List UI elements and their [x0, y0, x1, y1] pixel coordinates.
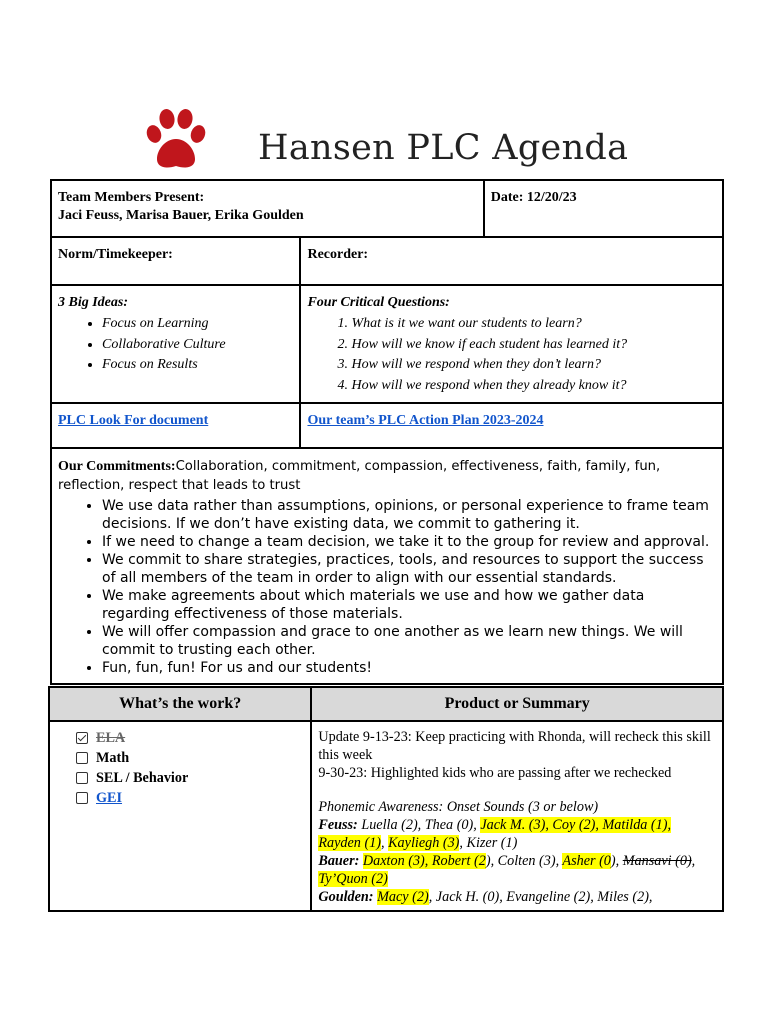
critical-questions-list — [307, 314, 716, 396]
list-item: 1. What is it we want our students to learn? — [351, 314, 716, 335]
commitments-intro — [58, 457, 716, 495]
list-item: • We use data rather than assumptions, opinions, or personal experience to frame team decisions. If we don’t have existing data, we commit to gathering it. — [102, 497, 716, 533]
result-text: , Kizer (1) — [459, 835, 518, 851]
teacher-label: Goulden: — [318, 889, 374, 905]
norm-timekeeper-cell — [51, 237, 300, 285]
list-item: • Focus on Learning — [102, 314, 293, 335]
feuss-results — [318, 816, 716, 852]
team-members-label: Team Members Present: — [58, 190, 205, 205]
page-title: Hansen PLC Agenda — [258, 128, 629, 168]
plc-look-for-link[interactable]: PLC Look For document — [58, 413, 209, 428]
result-text: ), — [610, 853, 623, 869]
checkbox-icon[interactable] — [76, 752, 88, 764]
checklist-label: ELA — [96, 730, 126, 746]
big-ideas-cell — [51, 285, 300, 403]
critical-questions-label: Four Critical Questions: — [307, 295, 450, 310]
big-ideas-label: 3 Big Ideas: — [58, 295, 128, 310]
checklist-item-gei[interactable] — [76, 788, 304, 808]
big-ideas-list — [58, 314, 293, 376]
result-text: , Jack H. (0), Evangeline (2), Miles (2), — [428, 889, 653, 905]
summary-update-2: 9-30-23: Highlighted kids who are passing after we rechecked — [318, 765, 672, 781]
checklist-item-sel-behavior[interactable] — [76, 768, 304, 788]
teacher-label: Bauer: — [318, 853, 360, 869]
commitments-label: Our Commitments: — [58, 459, 176, 474]
list-item: 4. How will we respond when they already know it? — [351, 376, 716, 397]
summary-topic: Phonemic Awareness: Onset Sounds (3 or below) — [318, 799, 599, 815]
date-label: Date: 12/20/23 — [490, 190, 577, 205]
checkbox-checked-icon[interactable] — [76, 732, 88, 744]
work-table — [48, 686, 724, 912]
list-item: 2. How will we know if each student has learned it? — [351, 335, 716, 356]
checklist-item-ela[interactable] — [76, 728, 304, 748]
passing-highlight: Macy (2) — [377, 889, 429, 905]
team-members-cell — [51, 180, 484, 237]
list-item: • We commit to share strategies, practices, tools, and resources to support the success of all members of the team in order to align with our essential standards. — [102, 551, 716, 587]
teacher-label: Feuss: — [318, 817, 358, 833]
action-plan-cell — [300, 403, 723, 448]
recorder-cell — [300, 237, 723, 285]
checklist-label: SEL / Behavior — [96, 770, 189, 786]
gei-link[interactable]: GEI — [96, 790, 123, 806]
agenda-table — [50, 179, 724, 685]
list-item: • Collaborative Culture — [102, 335, 293, 356]
checklist-item-math[interactable] — [76, 748, 304, 768]
result-text: ), Colten (3), — [485, 853, 563, 869]
critical-questions-cell — [300, 285, 723, 403]
paw-print-icon — [143, 106, 209, 172]
result-text: , — [381, 835, 389, 851]
list-item: • We will offer compassion and grace to one another as we learn new things. We will commit to trusting each other. — [102, 623, 716, 659]
commitments-list — [58, 497, 716, 677]
list-item: • If we need to change a team decision, we take it to the group for review and approval. — [102, 533, 716, 551]
plc-action-plan-link[interactable]: Our team’s PLC Action Plan 2023-2024 — [307, 413, 544, 428]
checkbox-icon[interactable] — [76, 792, 88, 804]
list-item: • We make agreements about which materials we use and how we gather data regarding effectiveness of those materials. — [102, 587, 716, 623]
work-checklist-cell — [49, 721, 311, 911]
passing-highlight: Asher (0 — [562, 853, 611, 869]
header — [0, 100, 768, 180]
summary-update-1: Update 9-13-23: Keep practicing with Rhonda, will recheck this skill this week — [318, 729, 711, 763]
look-for-cell — [51, 403, 300, 448]
recorder-label: Recorder: — [307, 247, 369, 262]
goulden-results — [318, 888, 716, 906]
team-members-names: Jaci Feuss, Marisa Bauer, Erika Goulden — [58, 208, 304, 223]
result-text: Luella (2), Thea (0), — [357, 817, 481, 833]
list-item: 3. How will we respond when they don’t learn? — [351, 355, 716, 376]
struck-student: Mansavi (0) — [622, 853, 692, 869]
checklist-label: Math — [96, 750, 130, 766]
result-text: , — [691, 853, 696, 869]
work-column-header: What’s the work? — [49, 687, 311, 721]
summary-column-header: Product or Summary — [311, 687, 723, 721]
summary-cell — [311, 721, 723, 911]
list-item: • Focus on Results — [102, 355, 293, 376]
commitments-values: Collaboration, commitment, compassion, effectiveness, faith, family, fun, reflection, respect that leads to trust — [58, 459, 661, 493]
checkbox-icon[interactable] — [76, 772, 88, 784]
passing-highlight: Jack M. (3), Coy (2), Matilda (1), Rayden (1) — [318, 817, 672, 851]
list-item: • Fun, fun, fun! For us and our students! — [102, 659, 716, 677]
passing-highlight: Daxton (3), Robert (2 — [362, 853, 486, 869]
commitments-cell — [51, 448, 723, 684]
date-cell — [484, 180, 723, 237]
bauer-results — [318, 852, 716, 888]
passing-highlight: Ty’Quon (2) — [318, 871, 388, 887]
passing-highlight: Kayliegh (3) — [388, 835, 460, 851]
norm-timekeeper-label: Norm/Timekeeper: — [58, 247, 173, 262]
